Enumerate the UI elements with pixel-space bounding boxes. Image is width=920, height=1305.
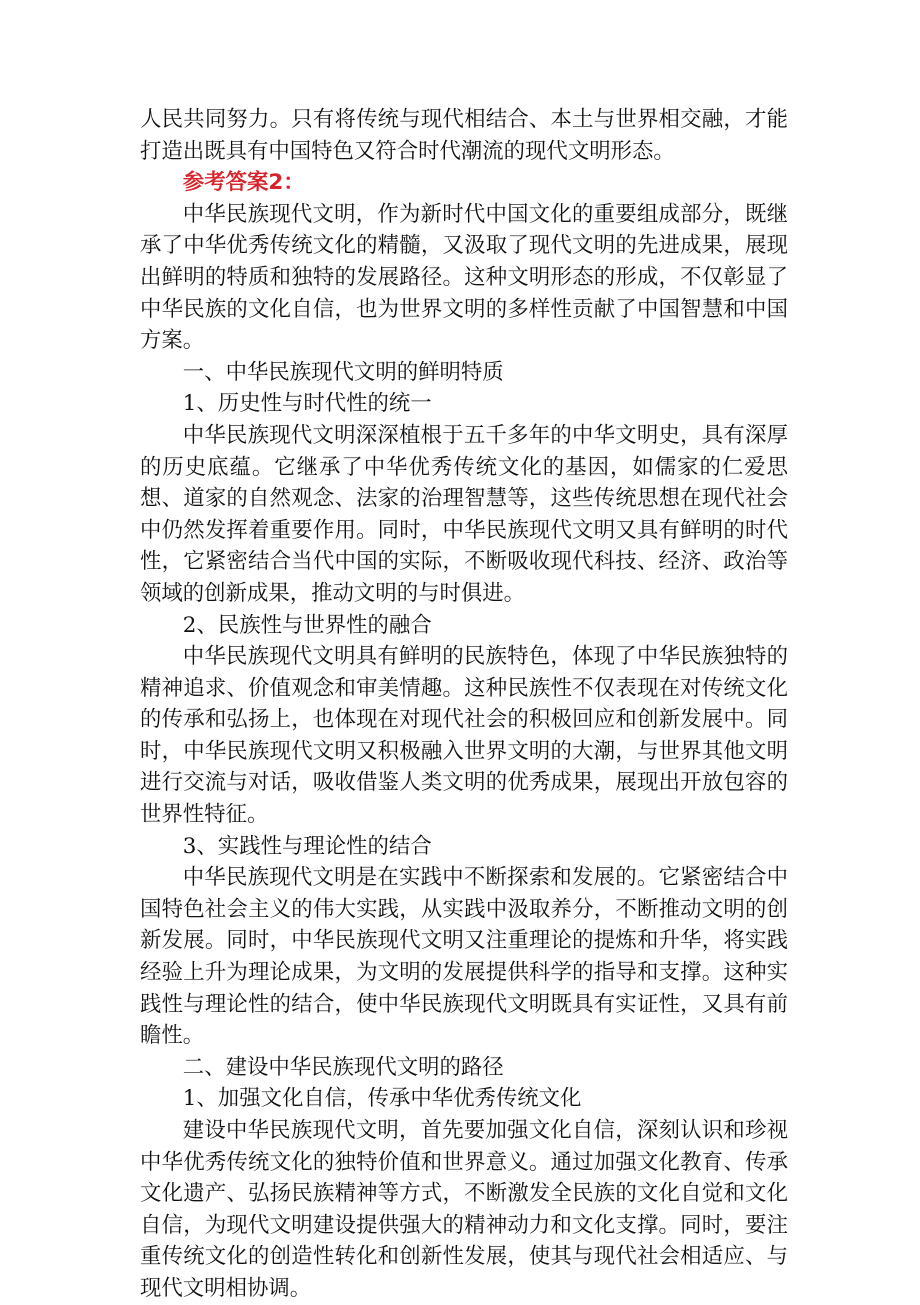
body-paragraph: 中华民族现代文明深深植根于五千多年的中华文明史，具有深厚的历史底蕴。它继承了中华优秀传统文化的基因，如儒家的仁爱思想、道家的自然观念、法家的治理智慧等，这些传统思想在现代社会中仍然发挥着重要作用。同时，中华民族现代文明又具有鲜明的时代性，它紧密结合当代中国的实际，不断吸收现代科技、经济、政治等领域的创新成果，推动文明的与时俱进。 (140, 422, 788, 606)
body-paragraph: 中华民族现代文明具有鲜明的民族特色，体现了中华民族独特的精神追求、价值观念和审美情趣。这种民族性不仅表现在对传统文化的传承和弘扬上，也体现在对现代社会的积极回应和创新发展中。同时，中华民族现代文明又积极融入世界文明的大潮，与世界其他文明进行交流与对话，吸收借鉴人类文明的优秀成果，展现出开放包容的世界性特征。 (140, 644, 788, 828)
section-heading: 一、中华民族现代文明的鲜明特质 (182, 359, 504, 385)
answer-label: 参考答案2： (182, 170, 305, 196)
subsection-heading: 2、民族性与世界性的融合 (182, 612, 432, 638)
body-paragraph: 建设中华民族现代文明，首先要加强文化自信，深刻认识和珍视中华优秀传统文化的独特价值和世界意义。通过加强文化教育、传承文化遗产、弘扬民族精神等方式，不断激发全民族的文化自觉和文化自信，为现代文明建设提供强大的精神动力和文化支撑。同时，要注重传统文化的创造性转化和创新性发展，使其与现代社会相适应、与现代文明相协调。 (140, 1118, 788, 1301)
intro-paragraph: 人民共同努力。只有将传统与现代相结合、本土与世界相交融，才能打造出既具有中国特色又符合时代潮流的现代文明形态。 (140, 107, 788, 164)
body-paragraph: 中华民族现代文明，作为新时代中国文化的重要组成部分，既继承了中华优秀传统文化的精髓，又汲取了现代文明的先进成果，展现出鲜明的特质和独特的发展路径。这种文明形态的形成，不仅彰显了中华民族的文化自信，也为世界文明的多样性贡献了中国智慧和中国方案。 (140, 201, 788, 354)
document-page (140, 104, 788, 1305)
body-paragraph: 中华民族现代文明是在实践中不断探索和发展的。它紧密结合中国特色社会主义的伟大实践，从实践中汲取养分，不断推动文明的创新发展。同时，中华民族现代文明又注重理论的提炼和升华，将实践经验上升为理论成果，为文明的发展提供科学的指导和支撑。这种实践性与理论性的结合，使中华民族现代文明既具有实证性，又具有前瞻性。 (140, 865, 788, 1049)
subsection-heading: 1、加强文化自信，传承中华优秀传统文化 (182, 1086, 582, 1112)
subsection-heading: 3、实践性与理论性的结合 (182, 833, 432, 859)
section-heading: 二、建设中华民族现代文明的路径 (182, 1054, 504, 1080)
subsection-heading: 1、历史性与时代性的统一 (182, 391, 432, 417)
